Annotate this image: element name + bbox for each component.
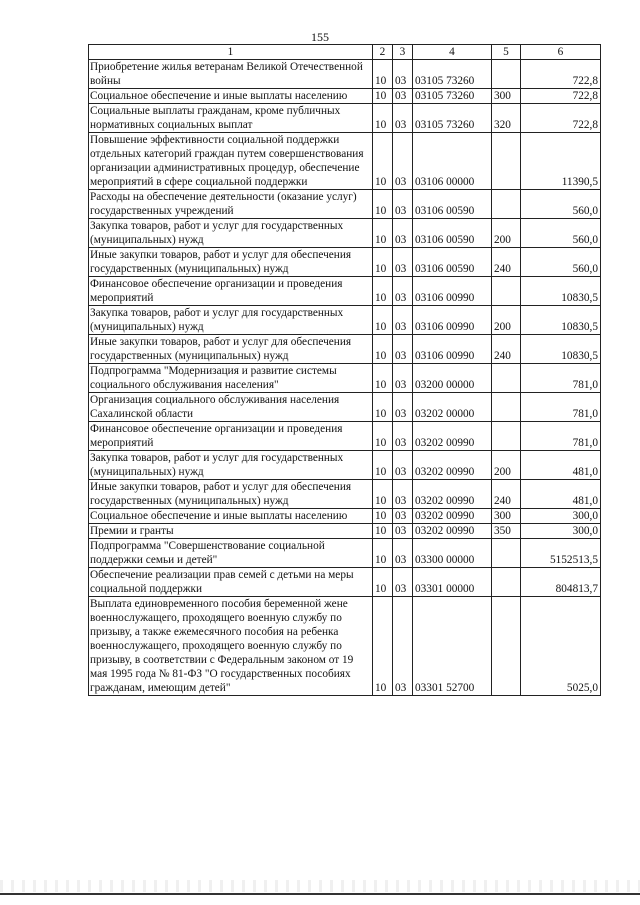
row-cell-c4: 03106 00000 xyxy=(413,133,492,190)
row-cell-c3: 03 xyxy=(393,335,413,364)
column-header: 5 xyxy=(492,45,521,60)
row-cell-c2: 10 xyxy=(373,524,393,539)
row-cell-c4: 03300 00000 xyxy=(413,539,492,568)
budget-table xyxy=(88,44,601,696)
row-cell-c3: 03 xyxy=(393,364,413,393)
row-cell-c4: 03301 52700 xyxy=(413,597,492,696)
row-cell-c3: 03 xyxy=(393,524,413,539)
row-cell-c5 xyxy=(492,133,521,190)
row-cell-c2: 10 xyxy=(373,248,393,277)
table-row xyxy=(89,422,601,451)
row-cell-c6: 5025,0 xyxy=(521,597,601,696)
column-header: 3 xyxy=(393,45,413,60)
row-cell-c4: 03202 00990 xyxy=(413,509,492,524)
row-cell-c6: 722,8 xyxy=(521,60,601,89)
row-cell-c2: 10 xyxy=(373,393,393,422)
row-name-cell: Выплата единовременного пособия беременной жене военнослужащего, проходящего военную службу по призыву, а также ежемесячного пособия на ребенка военнослужащего, проходящего военную службу по призыву, в соответствии с Федеральным законом от 19 мая 1995 года № 81-ФЗ "О государственных пособиях гражданам, имеющим детей" xyxy=(89,597,373,696)
row-cell-c5: 350 xyxy=(492,524,521,539)
row-cell-c6: 804813,7 xyxy=(521,568,601,597)
table-header-row xyxy=(89,45,601,60)
row-cell-c2: 10 xyxy=(373,335,393,364)
row-cell-c4: 03106 00990 xyxy=(413,277,492,306)
row-name-cell: Иные закупки товаров, работ и услуг для обеспечения государственных (муниципальных) нужд xyxy=(89,480,373,509)
row-cell-c5 xyxy=(492,568,521,597)
row-cell-c3: 03 xyxy=(393,306,413,335)
row-cell-c2: 10 xyxy=(373,364,393,393)
row-cell-c2: 10 xyxy=(373,480,393,509)
row-cell-c3: 03 xyxy=(393,568,413,597)
row-cell-c4: 03202 00000 xyxy=(413,393,492,422)
row-cell-c4: 03105 73260 xyxy=(413,89,492,104)
row-name-cell: Социальное обеспечение и иные выплаты населению xyxy=(89,89,373,104)
row-cell-c6: 5152513,5 xyxy=(521,539,601,568)
row-cell-c3: 03 xyxy=(393,133,413,190)
table-row xyxy=(89,219,601,248)
table-row xyxy=(89,89,601,104)
row-cell-c5 xyxy=(492,364,521,393)
row-cell-c5: 240 xyxy=(492,248,521,277)
row-name-cell: Финансовое обеспечение организации и проведения мероприятий xyxy=(89,277,373,306)
row-cell-c4: 03202 00990 xyxy=(413,480,492,509)
row-name-cell: Закупка товаров, работ и услуг для государственных (муниципальных) нужд xyxy=(89,451,373,480)
row-cell-c3: 03 xyxy=(393,248,413,277)
row-cell-c3: 03 xyxy=(393,422,413,451)
table-row xyxy=(89,306,601,335)
table-row xyxy=(89,248,601,277)
row-cell-c4: 03105 73260 xyxy=(413,104,492,133)
column-header: 2 xyxy=(373,45,393,60)
row-cell-c5: 240 xyxy=(492,480,521,509)
row-cell-c6: 560,0 xyxy=(521,190,601,219)
column-header: 4 xyxy=(413,45,492,60)
row-cell-c6: 781,0 xyxy=(521,393,601,422)
row-cell-c6: 560,0 xyxy=(521,219,601,248)
table-row xyxy=(89,60,601,89)
row-name-cell: Расходы на обеспечение деятельности (оказание услуг) государственных учреждений xyxy=(89,190,373,219)
row-cell-c4: 03106 00990 xyxy=(413,306,492,335)
row-cell-c2: 10 xyxy=(373,539,393,568)
row-cell-c6: 781,0 xyxy=(521,422,601,451)
row-cell-c5: 300 xyxy=(492,509,521,524)
row-name-cell: Закупка товаров, работ и услуг для государственных (муниципальных) нужд xyxy=(89,306,373,335)
row-cell-c5 xyxy=(492,422,521,451)
row-cell-c2: 10 xyxy=(373,509,393,524)
row-cell-c2: 10 xyxy=(373,277,393,306)
row-cell-c5: 320 xyxy=(492,104,521,133)
row-cell-c3: 03 xyxy=(393,539,413,568)
page-number: 155 xyxy=(311,30,329,44)
row-cell-c6: 10830,5 xyxy=(521,277,601,306)
row-name-cell: Организация социального обслуживания населения Сахалинской области xyxy=(89,393,373,422)
row-cell-c2: 10 xyxy=(373,104,393,133)
row-cell-c2: 10 xyxy=(373,133,393,190)
row-name-cell: Иные закупки товаров, работ и услуг для обеспечения государственных (муниципальных) нужд xyxy=(89,248,373,277)
row-cell-c6: 300,0 xyxy=(521,509,601,524)
table-row xyxy=(89,335,601,364)
row-cell-c3: 03 xyxy=(393,219,413,248)
table-row xyxy=(89,364,601,393)
row-cell-c5 xyxy=(492,539,521,568)
table-row xyxy=(89,104,601,133)
table-row xyxy=(89,568,601,597)
row-cell-c5: 200 xyxy=(492,306,521,335)
row-cell-c3: 03 xyxy=(393,190,413,219)
row-cell-c4: 03106 00590 xyxy=(413,248,492,277)
row-cell-c3: 03 xyxy=(393,89,413,104)
row-cell-c2: 10 xyxy=(373,451,393,480)
scan-noise xyxy=(0,880,640,892)
row-cell-c6: 722,8 xyxy=(521,104,601,133)
row-cell-c5: 240 xyxy=(492,335,521,364)
table-row xyxy=(89,133,601,190)
row-cell-c2: 10 xyxy=(373,597,393,696)
row-name-cell: Повышение эффективности социальной поддержки отдельных категорий граждан путем совершенствования организации административных процедур, обеспечение мероприятий в сфере социальной поддержки xyxy=(89,133,373,190)
row-cell-c2: 10 xyxy=(373,219,393,248)
row-cell-c4: 03202 00990 xyxy=(413,524,492,539)
row-cell-c4: 03106 00590 xyxy=(413,190,492,219)
row-cell-c3: 03 xyxy=(393,60,413,89)
row-name-cell: Обеспечение реализации прав семей с детьми на меры социальной поддержки xyxy=(89,568,373,597)
row-cell-c3: 03 xyxy=(393,597,413,696)
row-cell-c4: 03301 00000 xyxy=(413,568,492,597)
row-cell-c5: 200 xyxy=(492,219,521,248)
row-cell-c6: 481,0 xyxy=(521,480,601,509)
row-cell-c5 xyxy=(492,393,521,422)
row-name-cell: Премии и гранты xyxy=(89,524,373,539)
page-bottom-edge xyxy=(0,893,640,895)
row-cell-c5: 300 xyxy=(492,89,521,104)
row-name-cell: Подпрограмма "Модернизация и развитие системы социального обслуживания населения" xyxy=(89,364,373,393)
row-cell-c4: 03106 00990 xyxy=(413,335,492,364)
row-cell-c2: 10 xyxy=(373,60,393,89)
row-cell-c5: 200 xyxy=(492,451,521,480)
row-cell-c2: 10 xyxy=(373,568,393,597)
row-name-cell: Иные закупки товаров, работ и услуг для обеспечения государственных (муниципальных) нужд xyxy=(89,335,373,364)
row-cell-c4: 03106 00590 xyxy=(413,219,492,248)
row-cell-c6: 781,0 xyxy=(521,364,601,393)
row-cell-c6: 481,0 xyxy=(521,451,601,480)
row-cell-c5 xyxy=(492,597,521,696)
table-row xyxy=(89,277,601,306)
row-cell-c4: 03105 73260 xyxy=(413,60,492,89)
row-cell-c4: 03200 00000 xyxy=(413,364,492,393)
table-row xyxy=(89,539,601,568)
row-cell-c6: 10830,5 xyxy=(521,306,601,335)
row-cell-c5 xyxy=(492,190,521,219)
table-row xyxy=(89,524,601,539)
row-name-cell: Закупка товаров, работ и услуг для государственных (муниципальных) нужд xyxy=(89,219,373,248)
column-header: 6 xyxy=(521,45,601,60)
row-name-cell: Социальное обеспечение и иные выплаты населению xyxy=(89,509,373,524)
row-cell-c6: 560,0 xyxy=(521,248,601,277)
row-cell-c5 xyxy=(492,60,521,89)
row-cell-c3: 03 xyxy=(393,277,413,306)
row-cell-c6: 300,0 xyxy=(521,524,601,539)
row-cell-c4: 03202 00990 xyxy=(413,451,492,480)
row-name-cell: Социальные выплаты гражданам, кроме публичных нормативных социальных выплат xyxy=(89,104,373,133)
row-cell-c2: 10 xyxy=(373,89,393,104)
row-cell-c3: 03 xyxy=(393,509,413,524)
row-cell-c3: 03 xyxy=(393,451,413,480)
row-cell-c4: 03202 00990 xyxy=(413,422,492,451)
table-row xyxy=(89,480,601,509)
column-header: 1 xyxy=(89,45,373,60)
row-name-cell: Приобретение жилья ветеранам Великой Отечественной войны xyxy=(89,60,373,89)
table-body xyxy=(89,60,601,696)
row-name-cell: Финансовое обеспечение организации и проведения мероприятий xyxy=(89,422,373,451)
row-cell-c3: 03 xyxy=(393,480,413,509)
row-cell-c2: 10 xyxy=(373,306,393,335)
row-cell-c3: 03 xyxy=(393,393,413,422)
table-row xyxy=(89,597,601,696)
table-row xyxy=(89,451,601,480)
table-row xyxy=(89,509,601,524)
row-cell-c5 xyxy=(492,277,521,306)
table-row xyxy=(89,393,601,422)
row-cell-c6: 11390,5 xyxy=(521,133,601,190)
row-name-cell: Подпрограмма "Совершенствование социальной поддержки семьи и детей" xyxy=(89,539,373,568)
row-cell-c6: 722,8 xyxy=(521,89,601,104)
row-cell-c2: 10 xyxy=(373,422,393,451)
row-cell-c2: 10 xyxy=(373,190,393,219)
row-cell-c3: 03 xyxy=(393,104,413,133)
row-cell-c6: 10830,5 xyxy=(521,335,601,364)
table-row xyxy=(89,190,601,219)
